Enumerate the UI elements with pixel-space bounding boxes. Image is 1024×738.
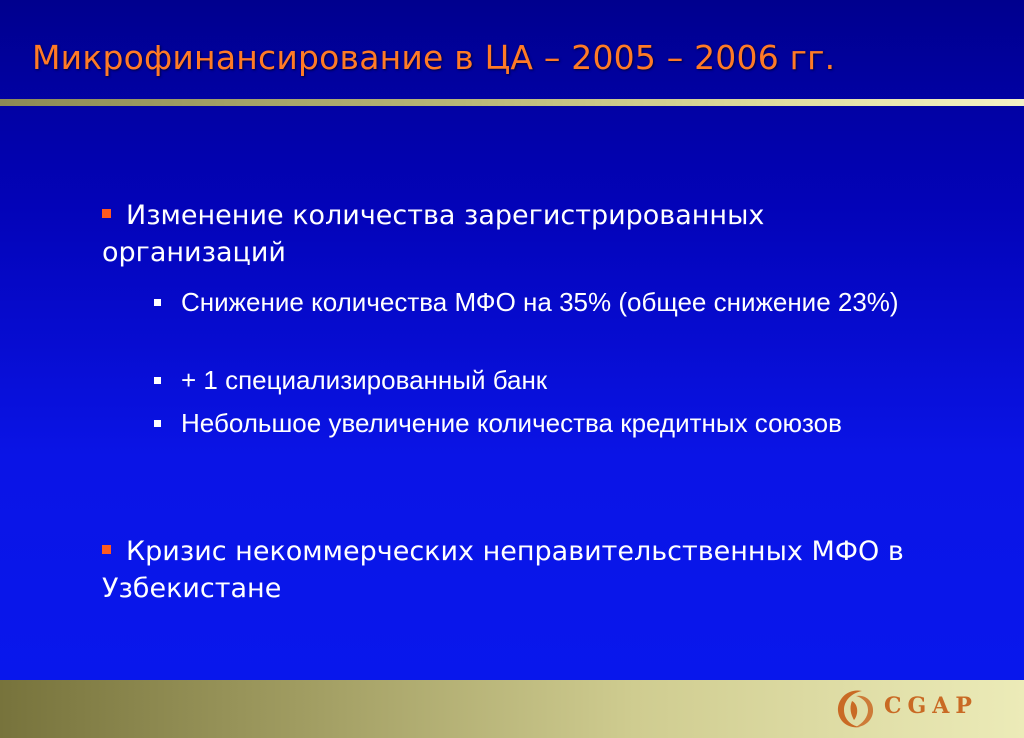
sub-bullet-text: + 1 специализированный банк <box>181 365 548 395</box>
square-bullet-icon <box>102 209 111 218</box>
slide-title: Микрофинансирование в ЦА – 2005 – 2006 гг. <box>32 38 836 77</box>
cgap-logo <box>832 686 1008 732</box>
square-bullet-icon <box>154 420 161 427</box>
square-bullet-icon <box>154 377 161 384</box>
bullet-text: Кризис некоммерческих неправительственных МФО в Узбекистане <box>102 536 904 604</box>
sub-bullet-item-3 <box>181 407 921 440</box>
square-bullet-icon <box>154 299 161 306</box>
bullet-item-1 <box>102 197 922 271</box>
cgap-logo-text: CGAP <box>884 693 978 719</box>
sub-bullet-item-2 <box>181 364 921 397</box>
square-bullet-icon <box>102 545 111 554</box>
cgap-emblem-icon <box>832 686 880 732</box>
title-divider <box>0 99 1024 106</box>
sub-bullet-item-1 <box>181 286 921 319</box>
bullet-text: Изменение количества зарегистрированных организаций <box>102 200 765 268</box>
bullet-item-2 <box>102 533 922 607</box>
sub-bullet-text: Небольшое увеличение количества кредитных союзов <box>181 408 842 438</box>
sub-bullet-text: Снижение количества МФО на 35% (общее снижение 23%) <box>181 287 899 317</box>
